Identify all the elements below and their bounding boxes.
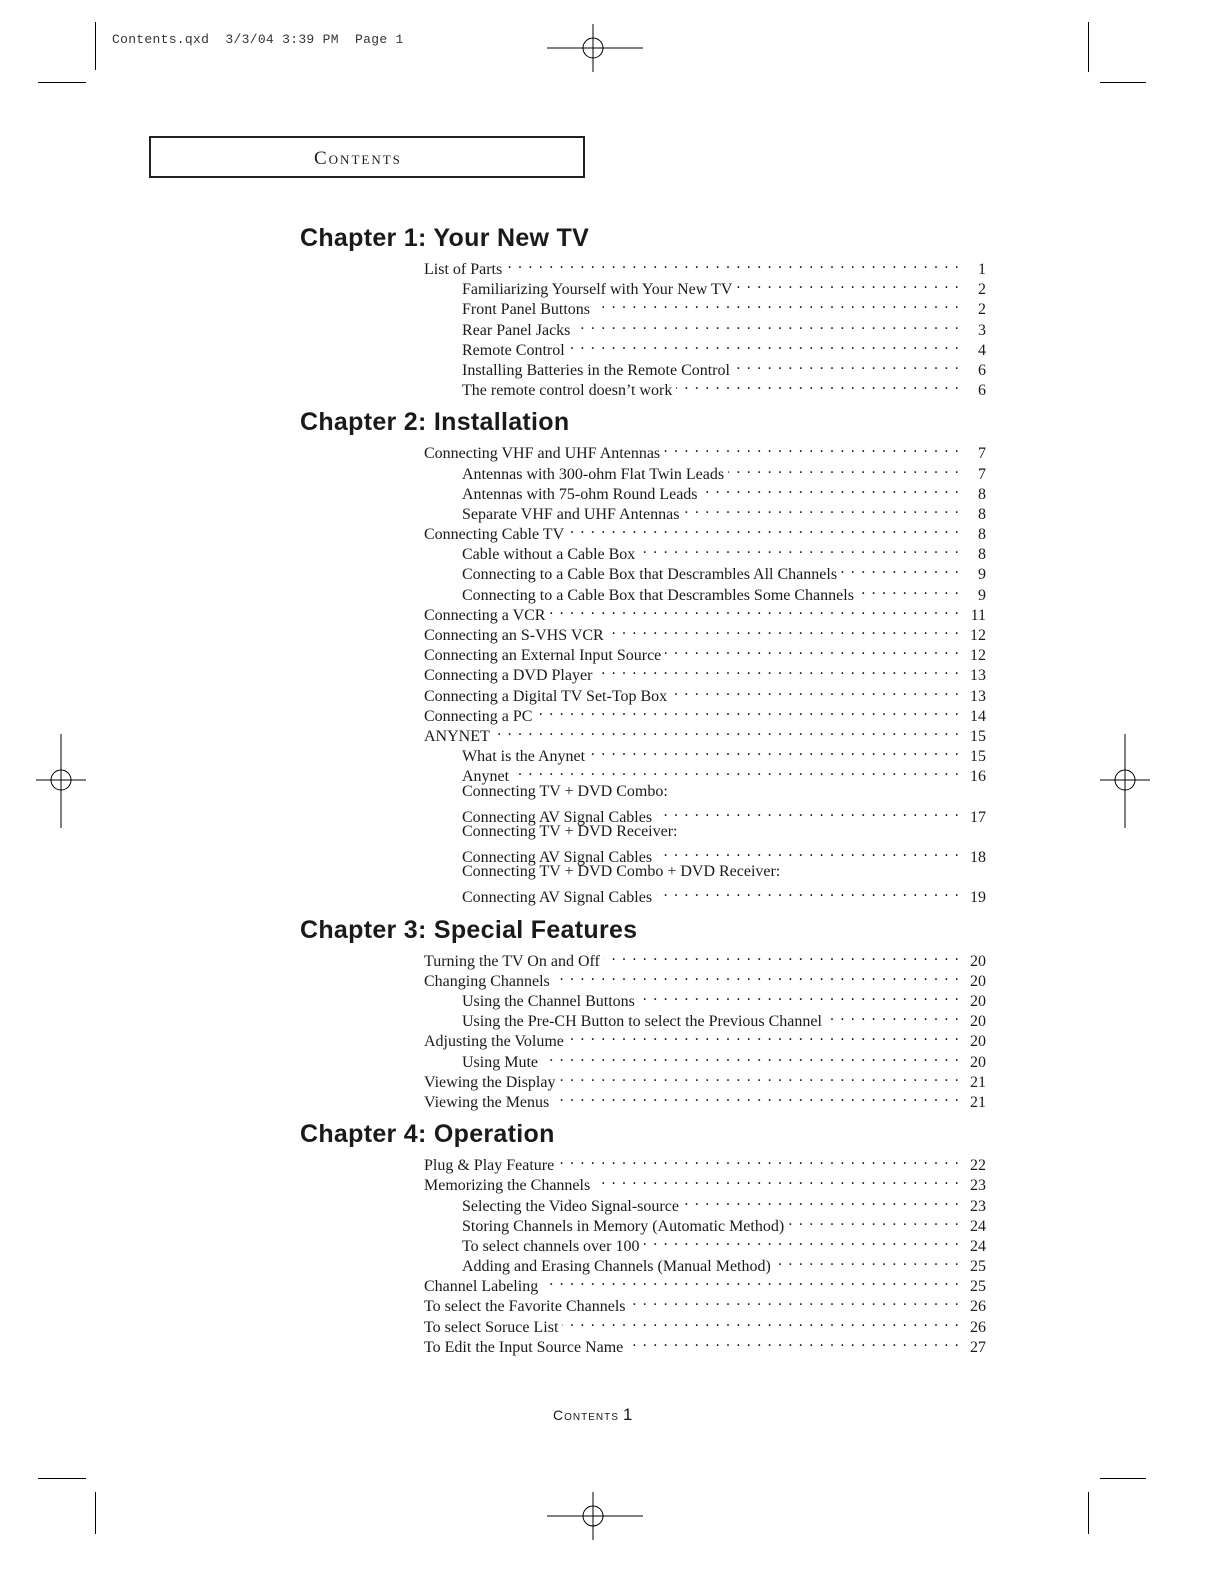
toc-entry[interactable] (300, 1291, 986, 1316)
toc-entry[interactable] (300, 294, 986, 319)
dot-leader (553, 1087, 960, 1107)
dot-leader (671, 681, 960, 701)
crop-mark-bottom-right-v (1088, 1492, 1089, 1534)
crop-mark-bottom-right-h (1100, 1478, 1146, 1479)
dot-leader (826, 1006, 960, 1026)
toc-entry[interactable] (300, 1170, 986, 1195)
toc-entry-page: 8 (978, 485, 986, 503)
toc-entry-page: 23 (970, 1177, 986, 1195)
page-footer (553, 1405, 632, 1425)
table-of-contents (300, 222, 986, 1356)
dot-leader (608, 620, 960, 640)
toc-entry-page: 3 (978, 321, 986, 339)
registration-mark-bottom-icon (547, 1492, 643, 1542)
toc-entry-text: Front Panel Buttons (462, 301, 591, 319)
toc-entry-page: 20 (970, 972, 986, 990)
dot-leader (594, 1170, 960, 1190)
toc-entry[interactable] (300, 640, 986, 665)
contents-header-box (149, 136, 585, 178)
dot-leader (683, 499, 960, 519)
toc-entry-page: 15 (970, 727, 986, 745)
dot-leader (604, 946, 960, 966)
toc-entry-page: 18 (970, 849, 986, 867)
toc-entry-text: Using the Pre-CH Button to select the Previous Channel (462, 1013, 822, 1031)
print-slug: Contents.qxd 3/3/04 3:39 PM Page 1 (112, 32, 404, 47)
toc-entry[interactable] (300, 862, 986, 882)
dot-leader (596, 660, 960, 680)
dot-leader (494, 721, 960, 741)
toc-entry-page: 9 (978, 586, 986, 604)
toc-entry-page: 11 (970, 606, 986, 624)
toc-entry-text: Separate VHF and UHF Antennas (462, 505, 680, 523)
toc-entry-page: 25 (970, 1258, 986, 1276)
registration-mark-top-icon (547, 24, 643, 74)
dot-leader (554, 966, 960, 986)
dot-leader (549, 600, 960, 620)
dot-leader (506, 254, 960, 274)
toc-entry-text: Familiarizing Yourself with Your New TV (462, 281, 733, 299)
toc-entry-page: 1 (978, 261, 986, 278)
toc-entry-page: 6 (978, 382, 986, 400)
toc-entry-text: Adjusting the Volume (424, 1033, 564, 1051)
toc-entry-text: Using the Channel Buttons (462, 993, 635, 1010)
toc-entry-page: 15 (970, 748, 986, 766)
crop-mark-bottom-left-v (95, 1492, 96, 1534)
dot-leader (569, 335, 960, 355)
toc-entry-page: 16 (970, 768, 986, 786)
toc-entry-page: 20 (970, 993, 986, 1010)
toc-entry[interactable] (300, 882, 986, 907)
dot-leader (594, 294, 960, 314)
toc-entry[interactable] (300, 946, 986, 970)
toc-entry-page: 22 (970, 1157, 986, 1175)
dot-leader (656, 882, 960, 902)
toc-entry-text: Connecting AV Signal Cables (462, 849, 653, 867)
toc-entry-text: Viewing the Display (424, 1073, 556, 1091)
toc-entry-text: Connecting a VCR (424, 606, 546, 624)
registration-mark-right-icon (1100, 734, 1150, 828)
toc-entry-text: Connecting an S-VHS VCR (424, 627, 604, 644)
toc-entry[interactable] (300, 701, 986, 725)
toc-entry-page: 20 (970, 1033, 986, 1051)
toc-entry-text: Storing Channels in Memory (Automatic Method) (462, 1217, 785, 1235)
toc-entry-text: Anynet (462, 768, 510, 786)
toc-entry[interactable] (300, 355, 986, 379)
toc-entry-page: 20 (970, 952, 986, 970)
toc-entry-page: 24 (970, 1217, 986, 1235)
toc-entry-text: Changing Channels (424, 972, 550, 990)
toc-entry[interactable] (300, 822, 986, 842)
dot-leader (734, 355, 960, 375)
chapter-section (300, 222, 986, 400)
toc-entry-page: 21 (970, 1093, 986, 1111)
toc-entry-page: 2 (978, 301, 986, 319)
toc-entry-text: Connecting to a Cable Box that Descrambles All Channels (462, 566, 838, 584)
toc-entry-text: To select the Favorite Channels (424, 1298, 626, 1316)
toc-entry-text: What is the Anynet (462, 748, 586, 766)
crop-mark-top-left-h (38, 82, 86, 83)
toc-entry[interactable] (300, 620, 986, 644)
toc-entry-text: Connecting TV + DVD Combo + DVD Receiver: (462, 863, 781, 881)
dot-leader (728, 459, 960, 479)
dot-leader (664, 438, 960, 458)
dot-leader (639, 986, 960, 1006)
dot-leader (665, 640, 960, 660)
toc-entry-text: Turning the TV On and Off (424, 952, 600, 970)
toc-entry[interactable] (300, 1251, 986, 1276)
toc-entry[interactable] (300, 1191, 986, 1215)
toc-entry-page: 17 (970, 808, 986, 826)
toc-entry-page: 14 (970, 707, 986, 725)
dot-leader (568, 519, 960, 539)
toc-entry-text: Viewing the Menus (424, 1093, 550, 1111)
chapter-section (300, 406, 986, 907)
crop-mark-top-right-h (1100, 82, 1146, 83)
toc-entry[interactable] (300, 1231, 986, 1255)
toc-entry-page: 7 (978, 465, 986, 483)
toc-entry[interactable] (300, 1067, 986, 1091)
toc-entry[interactable] (300, 986, 986, 1010)
toc-entry[interactable] (300, 438, 986, 463)
dot-leader (568, 1026, 960, 1046)
dot-leader (513, 761, 960, 781)
footer-page-number: 1 (622, 1405, 633, 1424)
toc-entry-page: 27 (970, 1338, 986, 1356)
toc-entry-text: Selecting the Video Signal-source (462, 1197, 679, 1215)
toc-entry-text: Connecting an External Input Source (424, 647, 662, 665)
toc-entry-text: Adding and Erasing Channels (Manual Method) (462, 1258, 771, 1276)
dot-leader (841, 559, 960, 579)
toc-entry-text: The remote control doesn’t work (462, 382, 673, 400)
toc-entry[interactable] (300, 966, 986, 990)
crop-mark-top-left-v (95, 22, 96, 70)
toc-entry-text: To select channels over 100 (462, 1237, 640, 1255)
toc-entry[interactable] (300, 1332, 986, 1356)
toc-entry-page: 20 (970, 1013, 986, 1031)
chapter-title: Chapter 4: Operation (300, 1120, 555, 1149)
toc-entry-page: 13 (970, 667, 986, 685)
dot-leader (542, 1047, 960, 1067)
dot-leader (656, 802, 960, 822)
toc-entry-text: Using Mute (462, 1053, 538, 1071)
dot-leader (627, 1332, 960, 1352)
toc-entry[interactable] (300, 842, 986, 867)
dot-leader (643, 1231, 960, 1251)
toc-entry-page: 4 (978, 341, 986, 359)
dot-leader (630, 1291, 961, 1311)
toc-entry[interactable] (300, 559, 986, 584)
toc-entry[interactable] (300, 519, 986, 544)
toc-entry[interactable] (300, 1047, 986, 1071)
toc-entry[interactable] (300, 721, 986, 745)
toc-entry-text: Rear Panel Jacks (462, 321, 571, 339)
dot-leader (639, 539, 960, 559)
dot-leader (683, 1191, 960, 1211)
footer-label: Contents (553, 1407, 619, 1423)
dot-leader (676, 375, 960, 395)
dot-leader (562, 1312, 960, 1332)
toc-entry-text: Connecting a DVD Player (424, 667, 593, 685)
toc-entry-page: 26 (970, 1318, 986, 1336)
dot-leader (536, 701, 960, 721)
toc-entry-page: 8 (978, 546, 986, 564)
chapter-section (300, 914, 986, 1111)
toc-entry-text: Connecting Cable TV (424, 526, 565, 544)
dot-leader (775, 1251, 960, 1271)
registration-mark-left-icon (36, 734, 86, 828)
dot-leader (559, 1067, 960, 1087)
toc-entry[interactable] (300, 1087, 986, 1111)
toc-entry-text: Connecting a Digital TV Set-Top Box (424, 687, 668, 705)
dot-leader (558, 1150, 960, 1170)
toc-entry-page: 25 (970, 1278, 986, 1296)
crop-mark-bottom-left-h (38, 1478, 86, 1479)
toc-entry[interactable] (300, 681, 986, 705)
toc-entry[interactable] (300, 1026, 986, 1051)
toc-entry[interactable] (300, 335, 986, 359)
toc-entry-page: 6 (978, 361, 986, 379)
toc-entry-text: Connecting VHF and UHF Antennas (424, 445, 661, 463)
toc-entry-page: 19 (970, 889, 986, 907)
toc-entry-text: Memorizing the Channels (424, 1177, 591, 1195)
toc-entry-text: Antennas with 75-ohm Round Leads (462, 485, 698, 503)
toc-entry-text: To Edit the Input Source Name (424, 1338, 624, 1356)
toc-entry-text: List of Parts (424, 261, 503, 278)
toc-entry-text: Connecting AV Signal Cables (462, 889, 653, 907)
dot-leader (858, 580, 960, 600)
toc-entry[interactable] (300, 1312, 986, 1336)
toc-entry[interactable] (300, 1006, 986, 1031)
chapter-title: Chapter 3: Special Features (300, 915, 638, 944)
toc-entry[interactable] (300, 761, 986, 786)
contents-header-title: Contents (314, 148, 402, 169)
dot-leader (542, 1271, 960, 1291)
toc-entry-text: Remote Control (462, 341, 565, 359)
chapter-section (300, 1118, 986, 1356)
dot-leader (589, 741, 960, 761)
toc-entry[interactable] (300, 539, 986, 564)
toc-entry-page: 21 (970, 1073, 986, 1091)
toc-entry[interactable] (300, 660, 986, 685)
toc-entry[interactable] (300, 600, 986, 624)
toc-entry-page: 26 (970, 1298, 986, 1316)
toc-entry-page: 9 (978, 566, 986, 584)
dot-leader (574, 315, 960, 335)
toc-entry-text: Installing Batteries in the Remote Control (462, 361, 730, 379)
chapter-title: Chapter 1: Your New TV (300, 224, 590, 252)
toc-entry[interactable] (300, 274, 986, 299)
dot-leader (736, 274, 960, 294)
toc-entry-page: 8 (978, 526, 986, 544)
toc-entry-text: Antennas with 300-ohm Flat Twin Leads (462, 465, 725, 483)
toc-entry[interactable] (300, 782, 986, 802)
toc-entry-text: Plug & Play Feature (424, 1157, 555, 1175)
toc-entry[interactable] (300, 802, 986, 826)
dot-leader (788, 1211, 960, 1231)
toc-entry-page: 12 (970, 627, 986, 644)
toc-entry-text: Connecting to a Cable Box that Descrambles Some Channels (462, 586, 854, 604)
dot-leader (702, 479, 960, 499)
chapter-title: Chapter 2: Installation (300, 408, 570, 437)
dot-leader (656, 842, 960, 862)
toc-entry-page: 23 (970, 1197, 986, 1215)
toc-entry-page: 12 (970, 647, 986, 665)
crop-mark-top-right-v (1088, 22, 1089, 72)
toc-entry-page: 2 (978, 281, 986, 299)
toc-entry[interactable] (300, 741, 986, 766)
toc-entry[interactable] (300, 1150, 986, 1175)
toc-entry-text: To select Soruce List (424, 1318, 559, 1336)
toc-entry-page: 20 (970, 1053, 986, 1071)
toc-entry[interactable] (300, 254, 986, 278)
toc-entry-text: Cable without a Cable Box (462, 546, 636, 564)
toc-entry-page: 13 (970, 687, 986, 705)
toc-entry-text: ANYNET (424, 727, 490, 745)
toc-entry[interactable] (300, 1271, 986, 1296)
toc-entry-text: Connecting a PC (424, 707, 533, 725)
toc-entry-page: 7 (978, 445, 986, 463)
toc-entry-text: Connecting TV + DVD Combo: (462, 782, 668, 800)
toc-entry[interactable] (300, 315, 986, 339)
toc-entry-page: 24 (970, 1237, 986, 1255)
toc-entry-text: Connecting TV + DVD Receiver: (462, 822, 678, 840)
toc-entry-text: Channel Labeling (424, 1278, 539, 1296)
toc-entry-text: Connecting AV Signal Cables (462, 808, 653, 826)
toc-entry-page: 8 (978, 505, 986, 523)
